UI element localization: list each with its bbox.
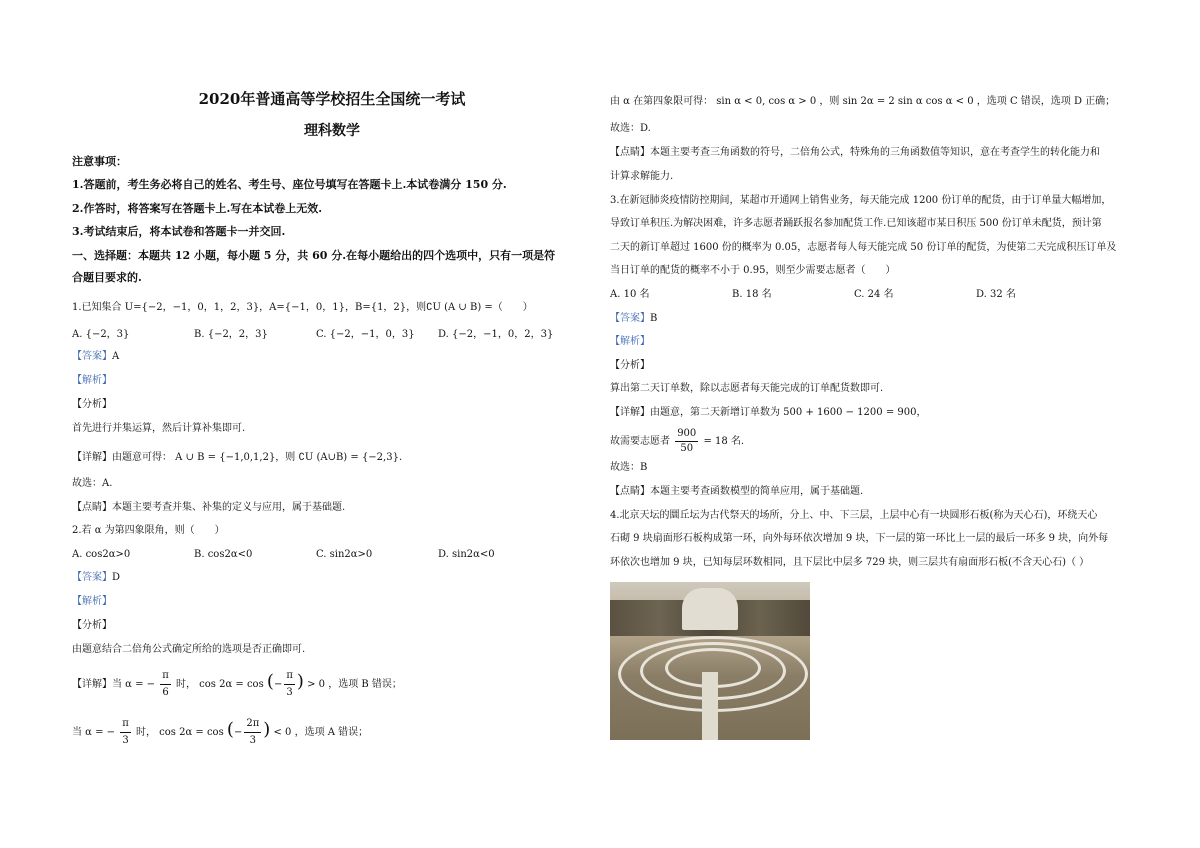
section-heading: 一、选择题：本题共 12 小题，每小题 5 分，共 60 分.在每小题给出的四个选项中，只有一项是符 (72, 249, 556, 262)
denominator: 6 (162, 687, 169, 698)
comment-label: 【点睛】 (610, 486, 650, 497)
fenxi-label: 【分析】 (610, 360, 650, 371)
jiexi-label: 【解析】 (72, 596, 112, 607)
option-c: C. 24 名 (854, 289, 894, 300)
denominator: 3 (249, 735, 256, 746)
answer-line (72, 571, 120, 585)
question-3-stem: 3.在新冠肺炎疫情防控期间，某超市开通网上销售业务，每天能完成 1200 份订单的配货，由于订单量大幅增加， (610, 195, 1112, 206)
numerator: π (120, 716, 131, 733)
detail-text: 当 α = − (72, 727, 116, 738)
continued-text: 由 α 在第四象限可得： sin α < 0, cos α > 0 ，则 sin 2α = 2 sin α cos α < 0 ，选项 C 错误，选项 D 正确； (610, 96, 1116, 107)
question-4-stem: 石砌 9 块扇面形石板构成第一环，向外每环依次增加 9 块，下一层的第一环比上一层的最后一环多 9 块，向外每 (610, 533, 1109, 544)
option-a: A. {−2，3} (72, 329, 130, 340)
central-stairway (702, 672, 718, 740)
fraction (244, 716, 261, 749)
option-d: D. {−2，−1，0，2，3} (438, 329, 554, 340)
comment-label: 【点睛】 (72, 502, 112, 513)
temple-of-heaven-photo (610, 582, 810, 740)
option-b: B. {−2，2，3} (194, 329, 268, 340)
conclusion: 故选：B (610, 462, 648, 473)
exam-subtitle: 理科数学 (304, 123, 360, 139)
question-3-stem: 二天的新订单超过 1600 份的概率为 0.05，志愿者每人每天能完成 50 份订单的配货，为使第二天完成积压订单及 (610, 242, 1117, 253)
numerator: 2π (244, 716, 261, 733)
paren-close: ) (263, 719, 271, 740)
fraction (120, 716, 131, 749)
section-heading-cont: 合题目要求的. (72, 271, 142, 284)
detail-text: 当 α = − (112, 679, 156, 690)
detail-text: > 0 ，选项 B 错误； (307, 679, 402, 690)
answer-value: B (650, 313, 658, 324)
note-item: 3.考试结束后，将本试卷和答题卡一并交回. (72, 225, 286, 238)
detail-text: 时， cos 2α = cos (176, 679, 264, 690)
denominator: 3 (122, 735, 129, 746)
question-3-stem: 导致订单积压.为解决困难，许多志愿者踊跃报名参加配货工作.已知该超市某日积压 500 份订单未配货，预计第 (610, 218, 1102, 229)
comment-line (72, 501, 345, 515)
fraction (284, 668, 295, 701)
detail-text: 时， cos 2α = cos (136, 727, 224, 738)
fraction (675, 427, 698, 456)
paren-open: ( (266, 671, 274, 692)
detail-text: 由题意，第二天新增订单数为 500 + 1600 − 1200 = 900， (650, 407, 927, 418)
detail-text: 由题意可得： A ∪ B = {−1,0,1,2}，则 ∁U (A∪B) = {−2,3}. (112, 452, 403, 463)
answer-value: D (112, 572, 121, 583)
detail-text: < 0 ，选项 A 错误； (273, 727, 369, 738)
analysis-text: 算出第二天订单数，除以志愿者每天能完成的订单配货数即可. (610, 383, 884, 394)
denominator: 50 (680, 443, 694, 454)
option-b: B. cos2α<0 (194, 549, 253, 560)
answer-label: 【答案】 (610, 313, 650, 324)
option-a: A. cos2α>0 (72, 549, 131, 560)
note-item: 1.答题前，考生务必将自己的姓名、考生号、座位号填写在答题卡上.本试卷满分 150 分. (72, 178, 507, 191)
question-3-stem: 当日订单的配货的概率不小于 0.95，则至少需要志愿者（ ） (610, 265, 896, 276)
detail-line-2: 当 α = − $\frac{\pi}{3}$ 时， cos 2α = cos (− $\frac{2\pi}{3}$ ) < 0 ，选项 A 错误； (72, 716, 368, 749)
analysis-text: 首先进行并集运算，然后计算补集即可. (72, 423, 246, 434)
denominator: 3 (286, 687, 293, 698)
notes-heading: 注意事项： (72, 155, 127, 168)
comment-text: 本题主要考查三角函数的符号，二倍角公式，特殊角的三角函数值等知识，意在考查学生的转化能力和 (650, 147, 1100, 158)
note-item: 2.作答时，将答案写在答题卡上.写在本试卷上无效. (72, 202, 323, 215)
numerator: π (284, 668, 295, 685)
jiexi-label: 【解析】 (610, 336, 650, 347)
comment-line (610, 146, 1100, 160)
temple-building (682, 588, 738, 630)
detail-line (72, 451, 402, 465)
comment-label: 【点睛】 (610, 147, 650, 158)
detail-text: = 18 名. (703, 436, 745, 447)
option-d: D. sin2α<0 (438, 549, 495, 560)
analysis-text: 由题意结合二倍角公式确定所给的选项是否正确即可. (72, 644, 306, 655)
detail-line-1: 【详解】当 α = − $\frac{\pi}{6}$ 时， cos 2α = cos (− $\frac{\pi}{3}$ ) > 0 ，选项 B 错误； (72, 668, 402, 701)
conclusion: 故选：A. (72, 478, 113, 489)
detail-label: 【详解】 (610, 407, 650, 418)
paren-close: ) (296, 671, 304, 692)
paren-open: ( (226, 719, 234, 740)
answer-line (610, 312, 657, 326)
answer-label: 【答案】 (72, 351, 112, 362)
need-line (610, 427, 744, 456)
question-3-options (610, 288, 1098, 302)
conclusion: 故选：D. (610, 123, 651, 134)
comment-text: 本题主要考查函数模型的简单应用，属于基础题. (650, 486, 864, 497)
answer-value: A (112, 351, 120, 362)
question-4-stem: 环依次也增加 9 块，已知每层环数相同，且下层比中层多 729 块，则三层共有扇面形石板(不含天心石)（ ） (610, 557, 1090, 568)
detail-line (610, 406, 926, 420)
detail-label: 【详解】 (72, 679, 112, 690)
question-1-stem: 1.已知集合 U={−2，−1，0，1，2，3}，A={−1，0，1}，B={1，2}，则∁U (A ∪ B) =（ ） (72, 302, 533, 313)
comment-text: 本题主要考查并集、补集的定义与应用，属于基础题. (112, 502, 346, 513)
fenxi-label: 【分析】 (72, 620, 112, 631)
question-2-options (72, 548, 560, 562)
option-c: C. {−2，−1，0，3} (316, 329, 415, 340)
fenxi-label: 【分析】 (72, 399, 112, 410)
option-a: A. 10 名 (610, 289, 650, 300)
fraction (160, 668, 171, 701)
option-c: C. sin2α>0 (316, 549, 373, 560)
detail-text: 故需要志愿者 (610, 436, 670, 447)
numerator: π (160, 668, 171, 685)
option-d: D. 32 名 (976, 289, 1016, 300)
question-1-options (72, 328, 560, 342)
jiexi-label: 【解析】 (72, 375, 112, 386)
option-b: B. 18 名 (732, 289, 772, 300)
comment-line (610, 485, 863, 499)
answer-label: 【答案】 (72, 572, 112, 583)
answer-line (72, 350, 119, 364)
question-2-stem: 2.若 α 为第四象限角，则（ ） (72, 525, 225, 536)
question-4-stem: 4.北京天坛的圜丘坛为古代祭天的场所，分上、中、下三层，上层中心有一块圆形石板(称为天心石)，环绕天心 (610, 510, 1098, 521)
detail-label: 【详解】 (72, 452, 112, 463)
exam-title: 2020年普通高等学校招生全国统一考试 (198, 90, 466, 108)
comment-cont: 计算求解能力. (610, 171, 674, 182)
numerator: 900 (675, 427, 698, 442)
